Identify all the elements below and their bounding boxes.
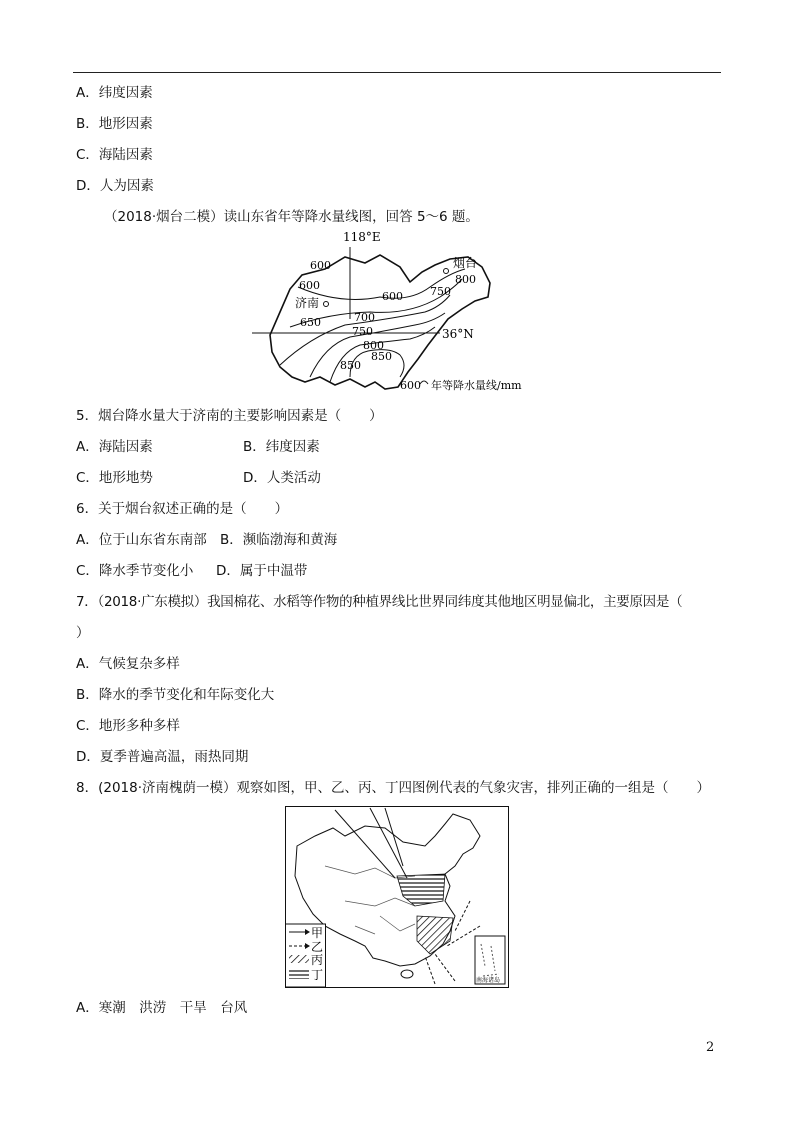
shandong-precipitation-map [250,227,550,395]
jinan-label: 济南 [295,296,320,310]
q6-stem-text: 6．关于烟台叙述正确的是（ [76,501,247,517]
q7-option-d[interactable]: D．夏季普遍高温，雨热同期 [76,749,249,765]
q6-option-b[interactable]: B．濒临渤海和黄海 [220,532,338,548]
q5-option-a[interactable]: A．海陆因素 [76,439,153,455]
q6-close: ） [274,501,289,517]
q5-option-d[interactable]: D．人类活动 [243,470,321,486]
q6-option-c[interactable]: C．降水季节变化小 [76,563,194,579]
contour-label: 800 [363,339,384,352]
header-rule [73,72,721,73]
intro-5-6: （2018·烟台二模）读山东省年等降水量线图，回答 5～6 题。 [104,209,479,225]
contour-label: 600 [382,290,403,303]
yantai-label: 烟台 [453,256,478,270]
jinan-marker [324,302,329,307]
contour-label: 600 [310,259,331,272]
q8-stem [76,779,710,797]
q4-option-a[interactable]: A．纬度因素 [76,85,153,101]
q6-option-d[interactable]: D．属于中温带 [216,563,308,579]
q7-stem: 7．（2018·广东模拟）我国棉花、水稻等作物的种植界线比世界同纬度其他地区明显偏北，主要原因是（ [76,594,683,610]
q4-option-c[interactable]: C．海陆因素 [76,147,153,163]
legend-line [420,381,428,384]
contour-label: 850 [371,350,392,363]
legend-yi: 乙 [311,940,324,954]
page-number: 2 [706,1040,715,1055]
yantai-marker [444,269,449,274]
q7-option-b[interactable]: B．降水的季节变化和年际变化大 [76,687,275,703]
q8-option-a[interactable]: A．寒潮 洪涝 干旱 台风 [76,1000,248,1016]
lat-label: 36°N [442,327,474,341]
q5-option-b[interactable]: B．纬度因素 [243,439,320,455]
q8-close: ） [696,780,711,796]
q6-stem [76,500,288,518]
q7-option-c[interactable]: C．地形多种多样 [76,718,180,734]
contour-label: 850 [340,359,361,372]
q5-stem-text: 5．烟台降水量大于济南的主要影响因素是（ [76,408,342,424]
q5-stem [76,407,383,425]
legend-jia: 甲 [311,926,324,940]
q4-option-b[interactable]: B．地形因素 [76,116,153,132]
contour-label: 750 [352,325,373,338]
contour-label: 800 [455,273,476,286]
q4-option-d[interactable]: D．人为因素 [76,178,154,194]
q6-option-a[interactable]: A．位于山东省东南部 [76,532,207,548]
inset-label: 南海诸岛 [476,977,501,984]
contour-label: 700 [354,311,375,324]
q5-option-c[interactable]: C．地形地势 [76,470,153,486]
q7-stem-cont: ） [76,625,90,641]
china-disaster-map [285,806,509,988]
legend-ding: 丁 [311,968,324,982]
contour-label: 750 [430,285,451,298]
legend-value: 600 [400,379,421,392]
q8-stem-text: 8．(2018·济南槐荫一模）观察如图，甲、乙、丙、丁四图例代表的气象灾害，排列正确的一组是（ [76,780,669,796]
lon-label: 118°E [343,230,381,244]
contour-label: 650 [300,316,321,329]
legend-text: 年等降水量线/mm [431,379,522,392]
legend-bing: 丙 [311,953,324,967]
q5-close: ） [369,408,383,424]
contour-label: 600 [299,279,320,292]
q7-option-a[interactable]: A．气候复杂多样 [76,656,180,672]
